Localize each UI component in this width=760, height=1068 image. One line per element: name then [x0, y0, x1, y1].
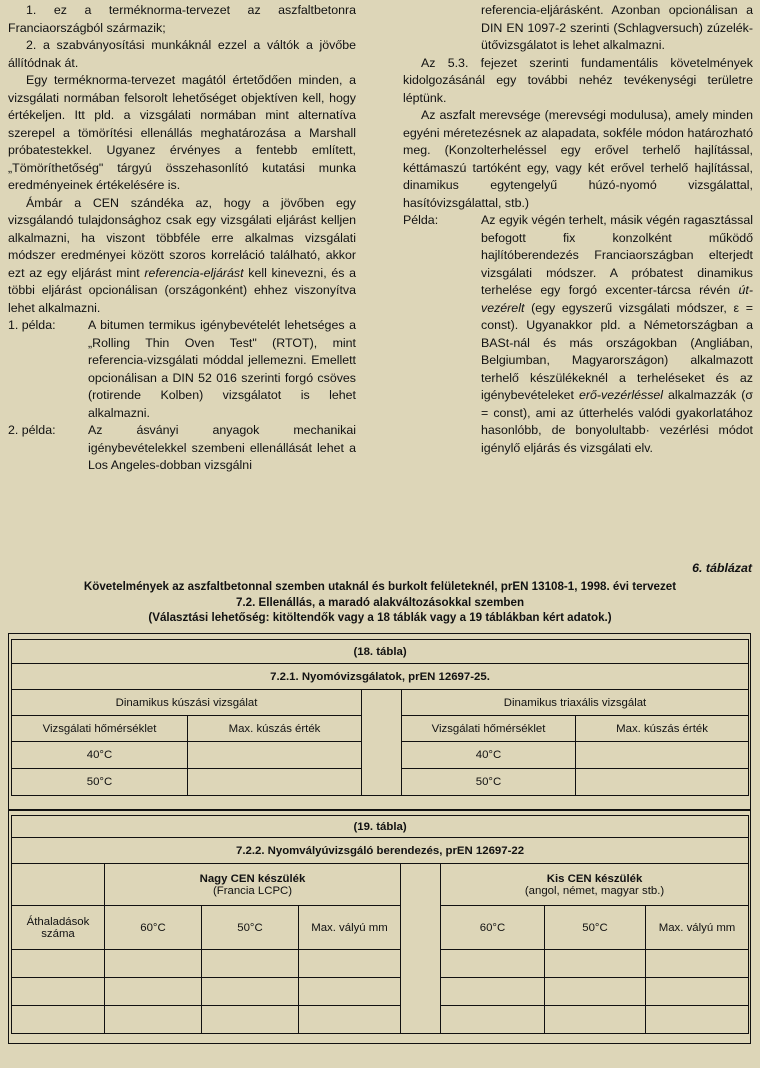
- text-fragment: (egy egyszerű vizsgálati módszer, ε = const). Ugyanakkor pld. a Németországban a BASt-nál és más országokban (Angliában, Belgiumban, Magyarországon) alkalmazott terhelő készülékeknél a terheléseket és az igénybevételeket: [481, 300, 753, 402]
- empty-cell: [646, 978, 749, 1006]
- paragraph-fundamental-requirements: Az 5.3. fejezet szerinti fundamentális követelmények kidolgozásánál egy további nehéz tevékenységi területre léptünk.: [403, 55, 753, 105]
- creep-test-header: Dinamikus kúszási vizsgálat: [12, 690, 362, 716]
- example-label: Példa:: [403, 213, 439, 227]
- large-device-header: [105, 864, 401, 906]
- empty-cell: [105, 1006, 202, 1034]
- small-device-subtitle: (angol, német, magyar stb.): [524, 884, 665, 897]
- separator-cell: [362, 690, 402, 796]
- table-19: [11, 815, 749, 1034]
- table-18: [11, 639, 749, 796]
- empty-cell: [299, 1006, 401, 1034]
- example-2: [8, 422, 356, 475]
- caption-line-1: Követelmények az aszfaltbetonnal szemben utaknál és burkolt felületeknél, prEN 13108-1, 1998. évi tervezet: [83, 580, 677, 593]
- column-header: Vizsgálati hőmérséklet: [12, 716, 188, 742]
- table-18-title: (18. tábla): [12, 640, 749, 664]
- column-header: 50°C: [545, 906, 646, 950]
- empty-cell: [545, 950, 646, 978]
- table-19-title: (19. tábla): [12, 816, 749, 838]
- column-header: Vizsgálati hőmérséklet: [402, 716, 576, 742]
- caption-line-3: (Választási lehetőség: kitöltendők vagy a 18 táblák vagy a 19 táblákban kért adatok.): [148, 611, 612, 624]
- right-column: [403, 2, 753, 457]
- empty-cell: [545, 978, 646, 1006]
- empty-cell: [441, 950, 545, 978]
- emphasis-text: referencia-eljárást: [144, 265, 244, 280]
- empty-cell: [441, 1006, 545, 1034]
- table-row: [12, 950, 749, 978]
- emphasis-text: erő-vezérléssel: [579, 388, 664, 402]
- empty-cell: [188, 742, 362, 769]
- empty-cell: [646, 1006, 749, 1034]
- text-fragment: Ámbár a CEN szándéka az, hogy a jövőben egy vizsgálandó tulajdonsághoz csak egy vizsgálati eljárást kelljen alkalmazni, ha viszont többféle erre alkalmas vizsgálati módszer eredményei között szoros korreláció található, akkor ezt az egy eljárást mint: [8, 195, 356, 280]
- column-header: Max. vályú mm: [299, 906, 401, 950]
- empty-cell: [202, 1006, 299, 1034]
- paragraph-norm-evaluation: Egy terméknorma-tervezet magától értetődően minden, a vizsgálati normában felsorolt lehetőséget objektíven kell, hogy értékeljen. Itt pld. a vizsgálati normában mint alternatíva szerepel a tömörítési ellenállás meghatározása a Marshall próbatestekkel. Ugyanez érvényes a fentebb említett, „Tömöríthetőség" tárgyú összehasonlító kutatási munka eredményeinek értékelésére is.: [8, 73, 356, 192]
- example-text: A bitumen termikus igénybevételét lehetséges a „Rolling Thin Oven Test" (RTOT), mint referencia-vizsgálati móddal jellemezni. Emellett opcionálisan a DIN 52 016 szerinti forgó csöves (rotirende Kolben) vizsgálatot is lehet alkalmazni.: [88, 318, 356, 420]
- empty-cell: [576, 742, 749, 769]
- table-number: 6. táblázat: [692, 561, 752, 575]
- empty-cell: [299, 978, 401, 1006]
- small-device-header: [441, 864, 749, 906]
- text-fragment: kell kinevezni, és a többi eljárást opcionálisan (országonként) ehhez viszonyítva lehet alkalmazni.: [8, 265, 356, 315]
- empty-cell: [105, 950, 202, 978]
- empty-cell: [646, 950, 749, 978]
- example-label: 1. példa:: [8, 318, 56, 332]
- text-fragment: Az egyik végén terhelt, másik végén ragasztással befogott fix konzolként működő hajlítóberendezés Franciaországban elterjedt vizsgálati módszer. A próbatest dinamikus terhelése egy forgó excenter-tárcsa révén: [481, 213, 753, 297]
- caption-line-2: 7.2. Ellenállás, a maradó alakváltozásokkal szemben: [235, 595, 525, 609]
- empty-cell: [299, 950, 401, 978]
- column-header: 50°C: [202, 906, 299, 950]
- example-text: Az ásványi anyagok mechanikai igénybevételekkel szembeni ellenállását lehet a Los Angeles-dobban vizsgálni: [88, 423, 356, 472]
- separator-cell: [401, 864, 441, 1034]
- empty-cell: [441, 978, 545, 1006]
- emphasis-text: út-vezérelt: [481, 283, 753, 315]
- empty-cell: [12, 978, 105, 1006]
- table-row: [12, 978, 749, 1006]
- empty-cell: [576, 769, 749, 796]
- column-header: Max. kúszás érték: [188, 716, 362, 742]
- example-stiffness: [403, 212, 753, 457]
- paragraph-cen-intent: [8, 195, 356, 318]
- list-item-1: 1. ez a terméknorma-tervezet az aszfaltbetonra Franciaországból származik;: [8, 3, 356, 35]
- empty-cell: [12, 950, 105, 978]
- empty-cell: [12, 1006, 105, 1034]
- column-header: 60°C: [105, 906, 202, 950]
- text-fragment: alkalmazzák (σ = const), ami az útterhelés valódi gyakorlatához hasonlóbb, de bonyolultabb· vezérlési módot igénylő eljárás és vizsgálati elv.: [481, 388, 753, 455]
- left-column: [8, 2, 356, 475]
- temperature-cell: 50°C: [12, 769, 188, 796]
- empty-cell: [12, 864, 105, 906]
- temperature-cell: 40°C: [12, 742, 188, 769]
- column-header: Max. vályú mm: [646, 906, 749, 950]
- list-item-2: 2. a szabványosítási munkáknál ezzel a váltók a jövőbe állítódnak át.: [8, 38, 356, 70]
- large-device-title: Nagy CEN készülék: [199, 872, 306, 885]
- empty-cell: [202, 950, 299, 978]
- small-device-title: Kis CEN készülék: [546, 872, 643, 885]
- example-label-spacer: [403, 2, 481, 55]
- temperature-cell: 40°C: [402, 742, 576, 769]
- temperature-cell: 50°C: [402, 769, 576, 796]
- example-2-continuation: [403, 2, 753, 55]
- empty-cell: [188, 769, 362, 796]
- paragraph-stiffness: Az aszfalt merevsége (merevségi modulusa), amely minden egyéni méretezésnek az alapadata, sokféle módon határozható meg. (Konzolterheléssel egy erővel terhelő hajlítással, kéttámaszú tartóként egy, vagy két erővel terhelő hajlítással, dinamikus egytengelyű húzó-nyomó vizsgálattal, hasítóvizsgálattal, stb.): [403, 108, 753, 210]
- table-row: [12, 1006, 749, 1034]
- column-header: 60°C: [441, 906, 545, 950]
- empty-cell: [202, 978, 299, 1006]
- table-18-subtitle: 7.2.1. Nyomóvizsgálatok, prEN 12697-25.: [12, 664, 749, 690]
- triaxial-test-header: Dinamikus triaxális vizsgálat: [402, 690, 749, 716]
- column-header: Áthaladások száma: [12, 906, 105, 950]
- table-19-subtitle: 7.2.2. Nyomvályúvizsgáló berendezés, prEN 12697-22: [12, 838, 749, 864]
- example-text: referencia-eljárásként. Azonban opcionálisan a DIN EN 1097-2 szerinti (Schlagversuch) zúzelék-ütővizsgálatot is lehet alkalmazni.: [481, 3, 753, 52]
- example-text: [481, 212, 753, 457]
- column-header: Max. kúszás érték: [576, 716, 749, 742]
- empty-cell: [105, 978, 202, 1006]
- example-1: [8, 317, 356, 422]
- example-label: 2. példa:: [8, 423, 56, 437]
- empty-cell: [545, 1006, 646, 1034]
- table-caption: [10, 579, 750, 626]
- large-device-subtitle: (Francia LCPC): [212, 884, 293, 897]
